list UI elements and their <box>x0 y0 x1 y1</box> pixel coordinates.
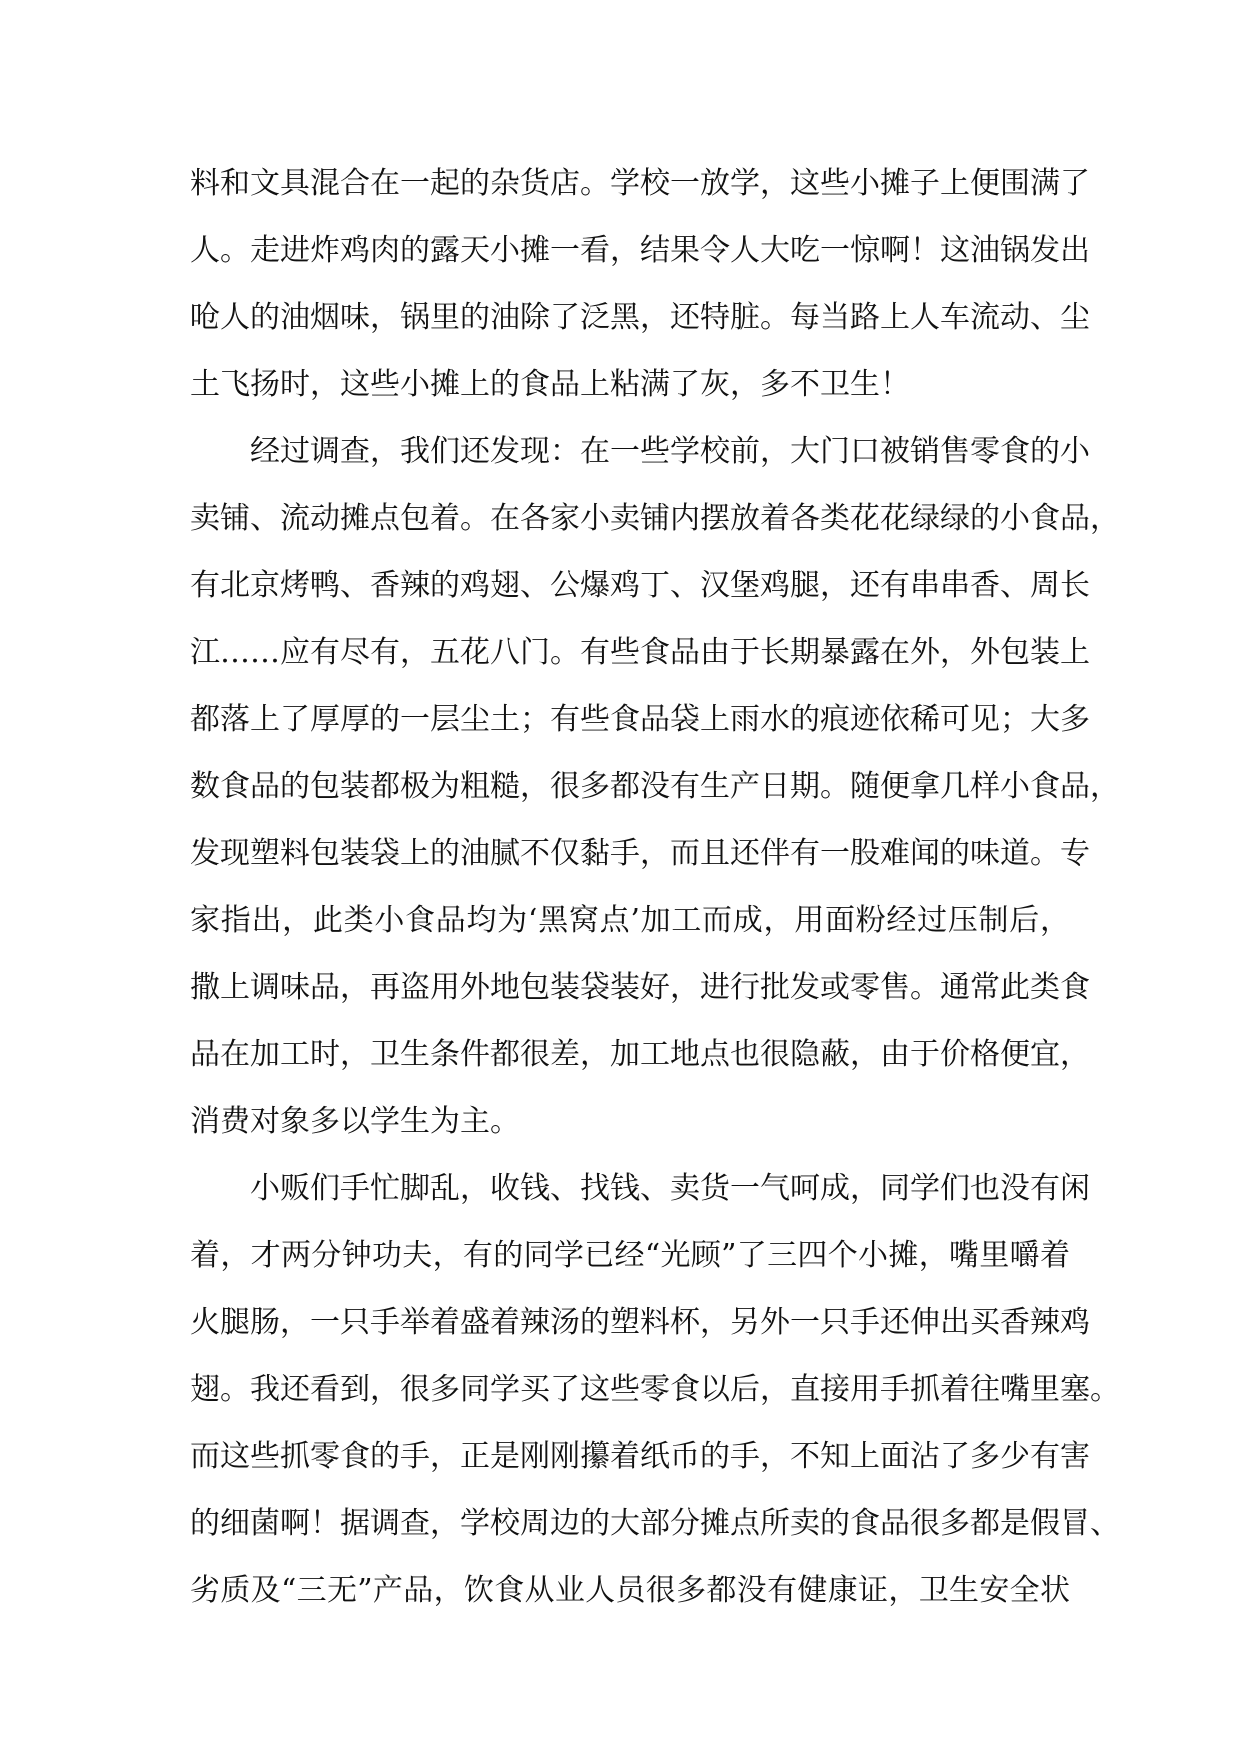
text-line: 江……应有尽有，五花八门。有些食品由于长期暴露在外，外包装上 <box>190 635 1090 670</box>
body-text <box>190 150 1120 1624</box>
text-line: 撒上调味品，再盗用外地包装袋装好，进行批发或零售。通常此类食 <box>190 970 1090 1005</box>
text-line: 发现塑料包装袋上的油腻不仅黏手，而且还伴有一股难闻的味道。专 <box>190 836 1090 871</box>
text-line: 着，才两分钟功夫，有的同学已经“光顾”了三四个小摊，嘴里嚼着 <box>190 1238 1070 1273</box>
text-line: 的细菌啊！据调查，学校周边的大部分摊点所卖的食品很多都是假冒、 <box>190 1506 1120 1541</box>
text-line: 有北京烤鸭、香辣的鸡翅、公爆鸡丁、汉堡鸡腿，还有串串香、周长 <box>190 568 1090 603</box>
text-line: 呛人的油烟味，锅里的油除了泛黑，还特脏。每当路上人车流动、尘 <box>190 300 1090 335</box>
text-line: 而这些抓零食的手，正是刚刚攥着纸币的手，不知上面沾了多少有害 <box>190 1439 1090 1474</box>
text-line: 都落上了厚厚的一层尘土；有些食品袋上雨水的痕迹依稀可见；大多 <box>190 702 1090 737</box>
text-line: 翅。我还看到，很多同学买了这些零食以后，直接用手抓着往嘴里塞。 <box>190 1372 1120 1407</box>
paragraph-start-line: 经过调查，我们还发现：在一些学校前，大门口被销售零食的小 <box>250 434 1090 469</box>
text-line: 卖铺、流动摊点包着。在各家小卖铺内摆放着各类花花绿绿的小食品， <box>190 501 1120 536</box>
text-line: 料和文具混合在一起的杂货店。学校一放学，这些小摊子上便围满了 <box>190 166 1090 201</box>
text-line: 火腿肠，一只手举着盛着辣汤的塑料杯，另外一只手还伸出买香辣鸡 <box>190 1305 1090 1340</box>
text-line: 品在加工时，卫生条件都很差，加工地点也很隐蔽，由于价格便宜， <box>190 1037 1090 1072</box>
paragraph-start-line: 小贩们手忙脚乱，收钱、找钱、卖货一气呵成，同学们也没有闲 <box>250 1171 1090 1206</box>
text-line: 家指出，此类小食品均为‘黑窝点’加工而成，用面粉经过压制后， <box>190 903 1070 938</box>
text-line: 土飞扬时，这些小摊上的食品上粘满了灰，多不卫生！ <box>190 367 910 402</box>
text-line: 劣质及“三无”产品，饮食从业人员很多都没有健康证，卫生安全状 <box>190 1573 1070 1608</box>
text-line: 数食品的包装都极为粗糙，很多都没有生产日期。随便拿几样小食品， <box>190 769 1120 804</box>
text-line: 人。走进炸鸡肉的露天小摊一看，结果令人大吃一惊啊！这油锅发出 <box>190 233 1090 268</box>
text-line: 消费对象多以学生为主。 <box>190 1104 520 1139</box>
